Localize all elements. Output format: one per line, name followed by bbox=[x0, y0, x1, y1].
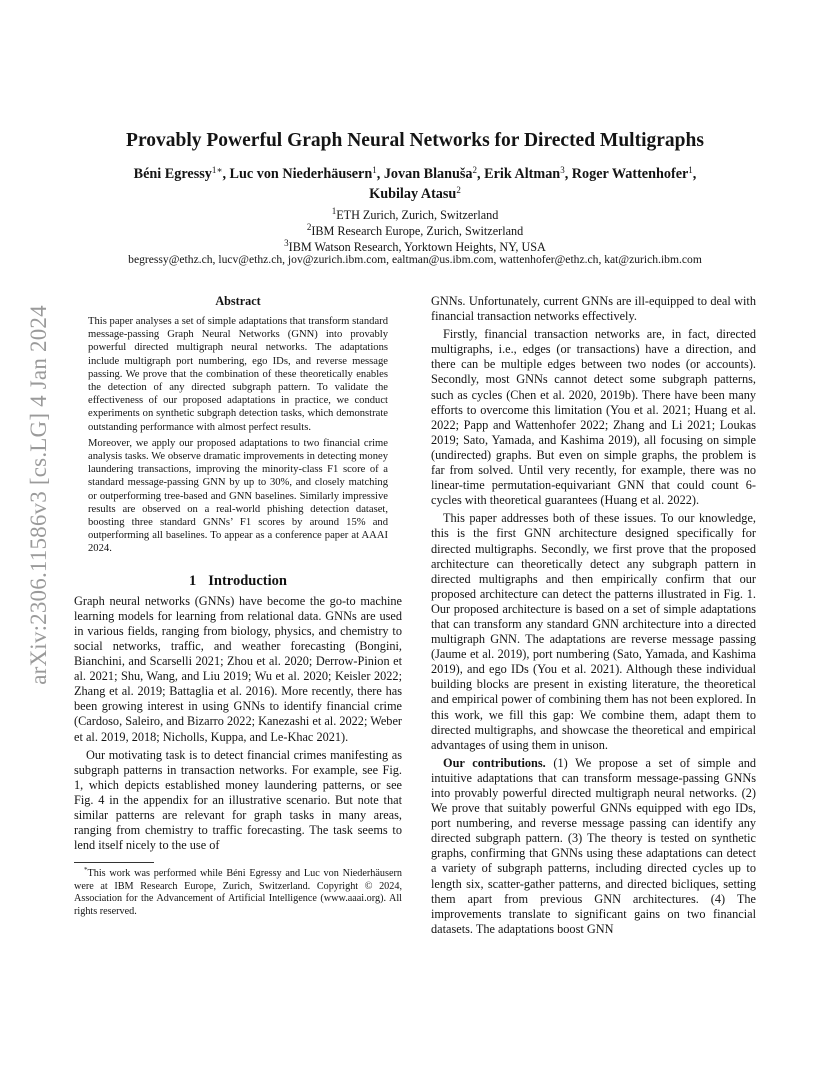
author-name: Béni Egressy bbox=[133, 166, 212, 182]
left-column bbox=[74, 294, 402, 853]
affiliation-text: ETH Zurich, Zurich, Switzerland bbox=[336, 208, 499, 222]
contributions-text: (1) We propose a set of simple and intuitive adaptations that can transform message-passing GNNs into provably powerful directed multigraph neural networks. (2) We prove that suitably powerful GNNs equipped with ego IDs, port numbering, and reverse message passing can identify any directed subgraph pattern. (3) The theory is tested on synthetic graphs, confirming that GNNs using these adaptations can detect a variety of subgraph patterns, including directed cycles up to length six, scatter-gather patterns, and directed bicliques, setting them apart from previous GNN architectures. (4) The improvements translate to significant gains on two financial datasets. The adaptations boost GNN bbox=[431, 755, 756, 936]
arxiv-sidebar-stamp bbox=[22, 295, 56, 695]
paper-title: Provably Powerful Graph Neural Networks for Directed Multigraphs bbox=[126, 130, 704, 151]
footnote-marker: * bbox=[84, 866, 88, 874]
affiliation-text: IBM Research Europe, Zurich, Switzerland bbox=[311, 224, 524, 238]
contributions-paragraph bbox=[431, 756, 756, 937]
body-paragraph: Firstly, financial transaction networks are, in fact, directed multigraphs, i.e., edges (or transactions) have a direction, and there can be multiple edges between two nodes (or accounts). Secondly, most GNNs cannot detect some subgraph patterns, such as cycles (Chen et al. 2020, 2019b). There have been many efforts to overcome this limitation (You et al. 2021; Huang et al. 2022; Papp and Wattenhofer 2022; Zhang and Li 2021; Loukas 2019; Sato, Yamada, and Kashima 2019), all focusing on simple (undirected) graphs. But even on simple graphs, the problem is far from solved. Until very recently, for example, there was no linear-time permutation-equivariant GNN that could count 6-cycles with theoretical guarantees (Huang et al. 2022). bbox=[431, 327, 756, 508]
author-name: Kubilay Atasu bbox=[369, 186, 457, 202]
author-name: Erik Altman bbox=[484, 166, 561, 182]
abstract-paragraph: This paper analyses a set of simple adaptations that transform standard message-passing Graph Neural Networks (GNN) into provably powerful directed multigraph neural networks. The adaptations include multigraph port numbering, ego IDs, and reverse message passing. We prove that the combination of these theoretically enables the detection of any directed subgraph pattern. To validate the effectiveness of our proposed adaptations in practice, we conduct experiments on synthetic subgraph detection tasks, which demonstrate outstanding performance with almost perfect results. bbox=[88, 316, 388, 433]
abstract-heading: Abstract bbox=[215, 294, 261, 308]
contributions-heading: Our contributions. bbox=[443, 755, 546, 770]
section-number: 1 bbox=[189, 572, 197, 589]
abstract-paragraph: Moreover, we apply our proposed adaptations to two financial crime analysis tasks. We observe dramatic improvements in detecting money laundering transactions, improving the minority-class F1 score of a standard message-passing GNN by up to 30%, and closely matching or outperforming tree-based and GNN baselines. Similarly impressive results are observed on a real-world phishing detection dataset, boosting three standard GNNs’ F1 scores by around 15% and outperforming all baselines. To appear as a conference paper at AAAI 2024. bbox=[88, 437, 388, 555]
author-affiliation-marker: 1 bbox=[372, 165, 377, 175]
affiliation-marker: 2 bbox=[306, 222, 312, 232]
affiliation-list bbox=[74, 207, 756, 255]
footnote-text bbox=[74, 868, 402, 918]
footnote-body: This work was performed while Béni Egressy and Luc von Niederhäusern were at IBM Research Europe, Zurich, Switzerland. Copyright © 2024, Association for the Advancement of Artificial Intelligence (www.aaai.org). All rights reserved. bbox=[74, 868, 402, 917]
author-line-1: Béni Egressy$^{1∗}$, Luc von Niederhäusern$^1$, Jovan Blanuša$^2$, Erik Altman$^3$, Roger Wattenhofer$^1$, bbox=[133, 165, 697, 182]
arxiv-identifier: arXiv:2306.11586v3 [cs.LG] 4 Jan 2024 bbox=[26, 305, 51, 685]
author-name: Roger Wattenhofer bbox=[571, 166, 689, 182]
body-paragraph: Graph neural networks (GNNs) have become the go-to machine learning models for learning from relational data. GNNs are used in various fields, ranging from biology, physics, and chemistry to social networks, traffic, and weather forecasting (Bongini, Bianchini, and Scarselli 2021; Zhou et al. 2020; Derrow-Pinion et al. 2021; Shu, Wang, and Liu 2019; Wu et al. 2020; Keisler 2022; Zhang et al. 2019; Battaglia et al. 2016). More recently, there has been growing interest in using GNNs to identify financial crime (Cardoso, Saleiro, and Bizarro 2022; Kanezashi et al. 2022; Weber et al. 2019, 2018; Nicholls, Kuppa, and Le-Khac 2021). bbox=[74, 593, 402, 744]
author-name: Luc von Niederhäusern bbox=[229, 166, 373, 182]
footnote bbox=[74, 862, 402, 918]
section-heading-introduction bbox=[74, 572, 402, 590]
body-paragraph: This paper addresses both of these issues. To our knowledge, this is the first GNN architecture designed specifically for directed multigraphs. Secondly, we first prove that the proposed architecture can theoretically detect any subgraph pattern in directed multigraphs and then empirically confirm that our proposed architecture can detect the patterns illustrated in Fig. 1. Our proposed architecture is based on a set of simple adaptations that can transform any standard GNN architecture into a directed multigraph GNN. The adaptations are reverse message passing (Jaume et al. 2019), port numbering (Sato, Yamada, and Kashima 2019), and ego IDs (You et al. 2021). Although these individual building blocks are present in existing literature, the theoretical and empirical power of combining them has not been explored. In this work, we fill this gap: We combine them, adapt them to directed multigraphs, and showcase the theoretical and empirical advantages of using them in unison. bbox=[431, 511, 756, 752]
affiliation-marker: 3 bbox=[284, 238, 289, 248]
author-affiliation-marker: 1∗ bbox=[211, 165, 223, 175]
section-title: Introduction bbox=[208, 572, 287, 589]
author-emails: begressy@ethz.ch, lucv@ethz.ch, jov@zurich.ibm.com, ealtman@us.ibm.com, wattenhofer@ethz.ch, kat@zurich.ibm.com bbox=[128, 253, 702, 266]
body-paragraph: GNNs. Unfortunately, current GNNs are ill-equipped to deal with financial transaction networks effectively. bbox=[431, 294, 756, 324]
body-paragraph: Our motivating task is to detect financial crimes manifesting as subgraph patterns in transaction networks. For example, see Fig. 1, which depicts established money laundering patterns, or see Fig. 4 in the appendix for an illustrative scenario. But note that similar patterns are relevant for graph tasks in many areas, ranging from chemistry to traffic forecasting. The task seems to lend itself nicely to the use of bbox=[74, 747, 402, 853]
author-list bbox=[74, 164, 756, 204]
author-affiliation-marker: 2 bbox=[472, 165, 478, 175]
affiliation-marker: 1 bbox=[331, 206, 337, 216]
right-column bbox=[431, 294, 756, 937]
author-name: Jovan Blanuša bbox=[383, 166, 473, 182]
author-line-2 bbox=[74, 184, 756, 204]
affiliation bbox=[74, 223, 756, 239]
author-affiliation-marker: 1 bbox=[688, 165, 693, 175]
affiliation bbox=[74, 207, 756, 223]
author-affiliation-marker: 3 bbox=[560, 165, 565, 175]
affiliation-text: IBM Watson Research, Yorktown Heights, NY, USA bbox=[288, 240, 546, 254]
author-affiliation-marker: 2 bbox=[456, 185, 461, 195]
footnote-divider bbox=[74, 862, 154, 863]
